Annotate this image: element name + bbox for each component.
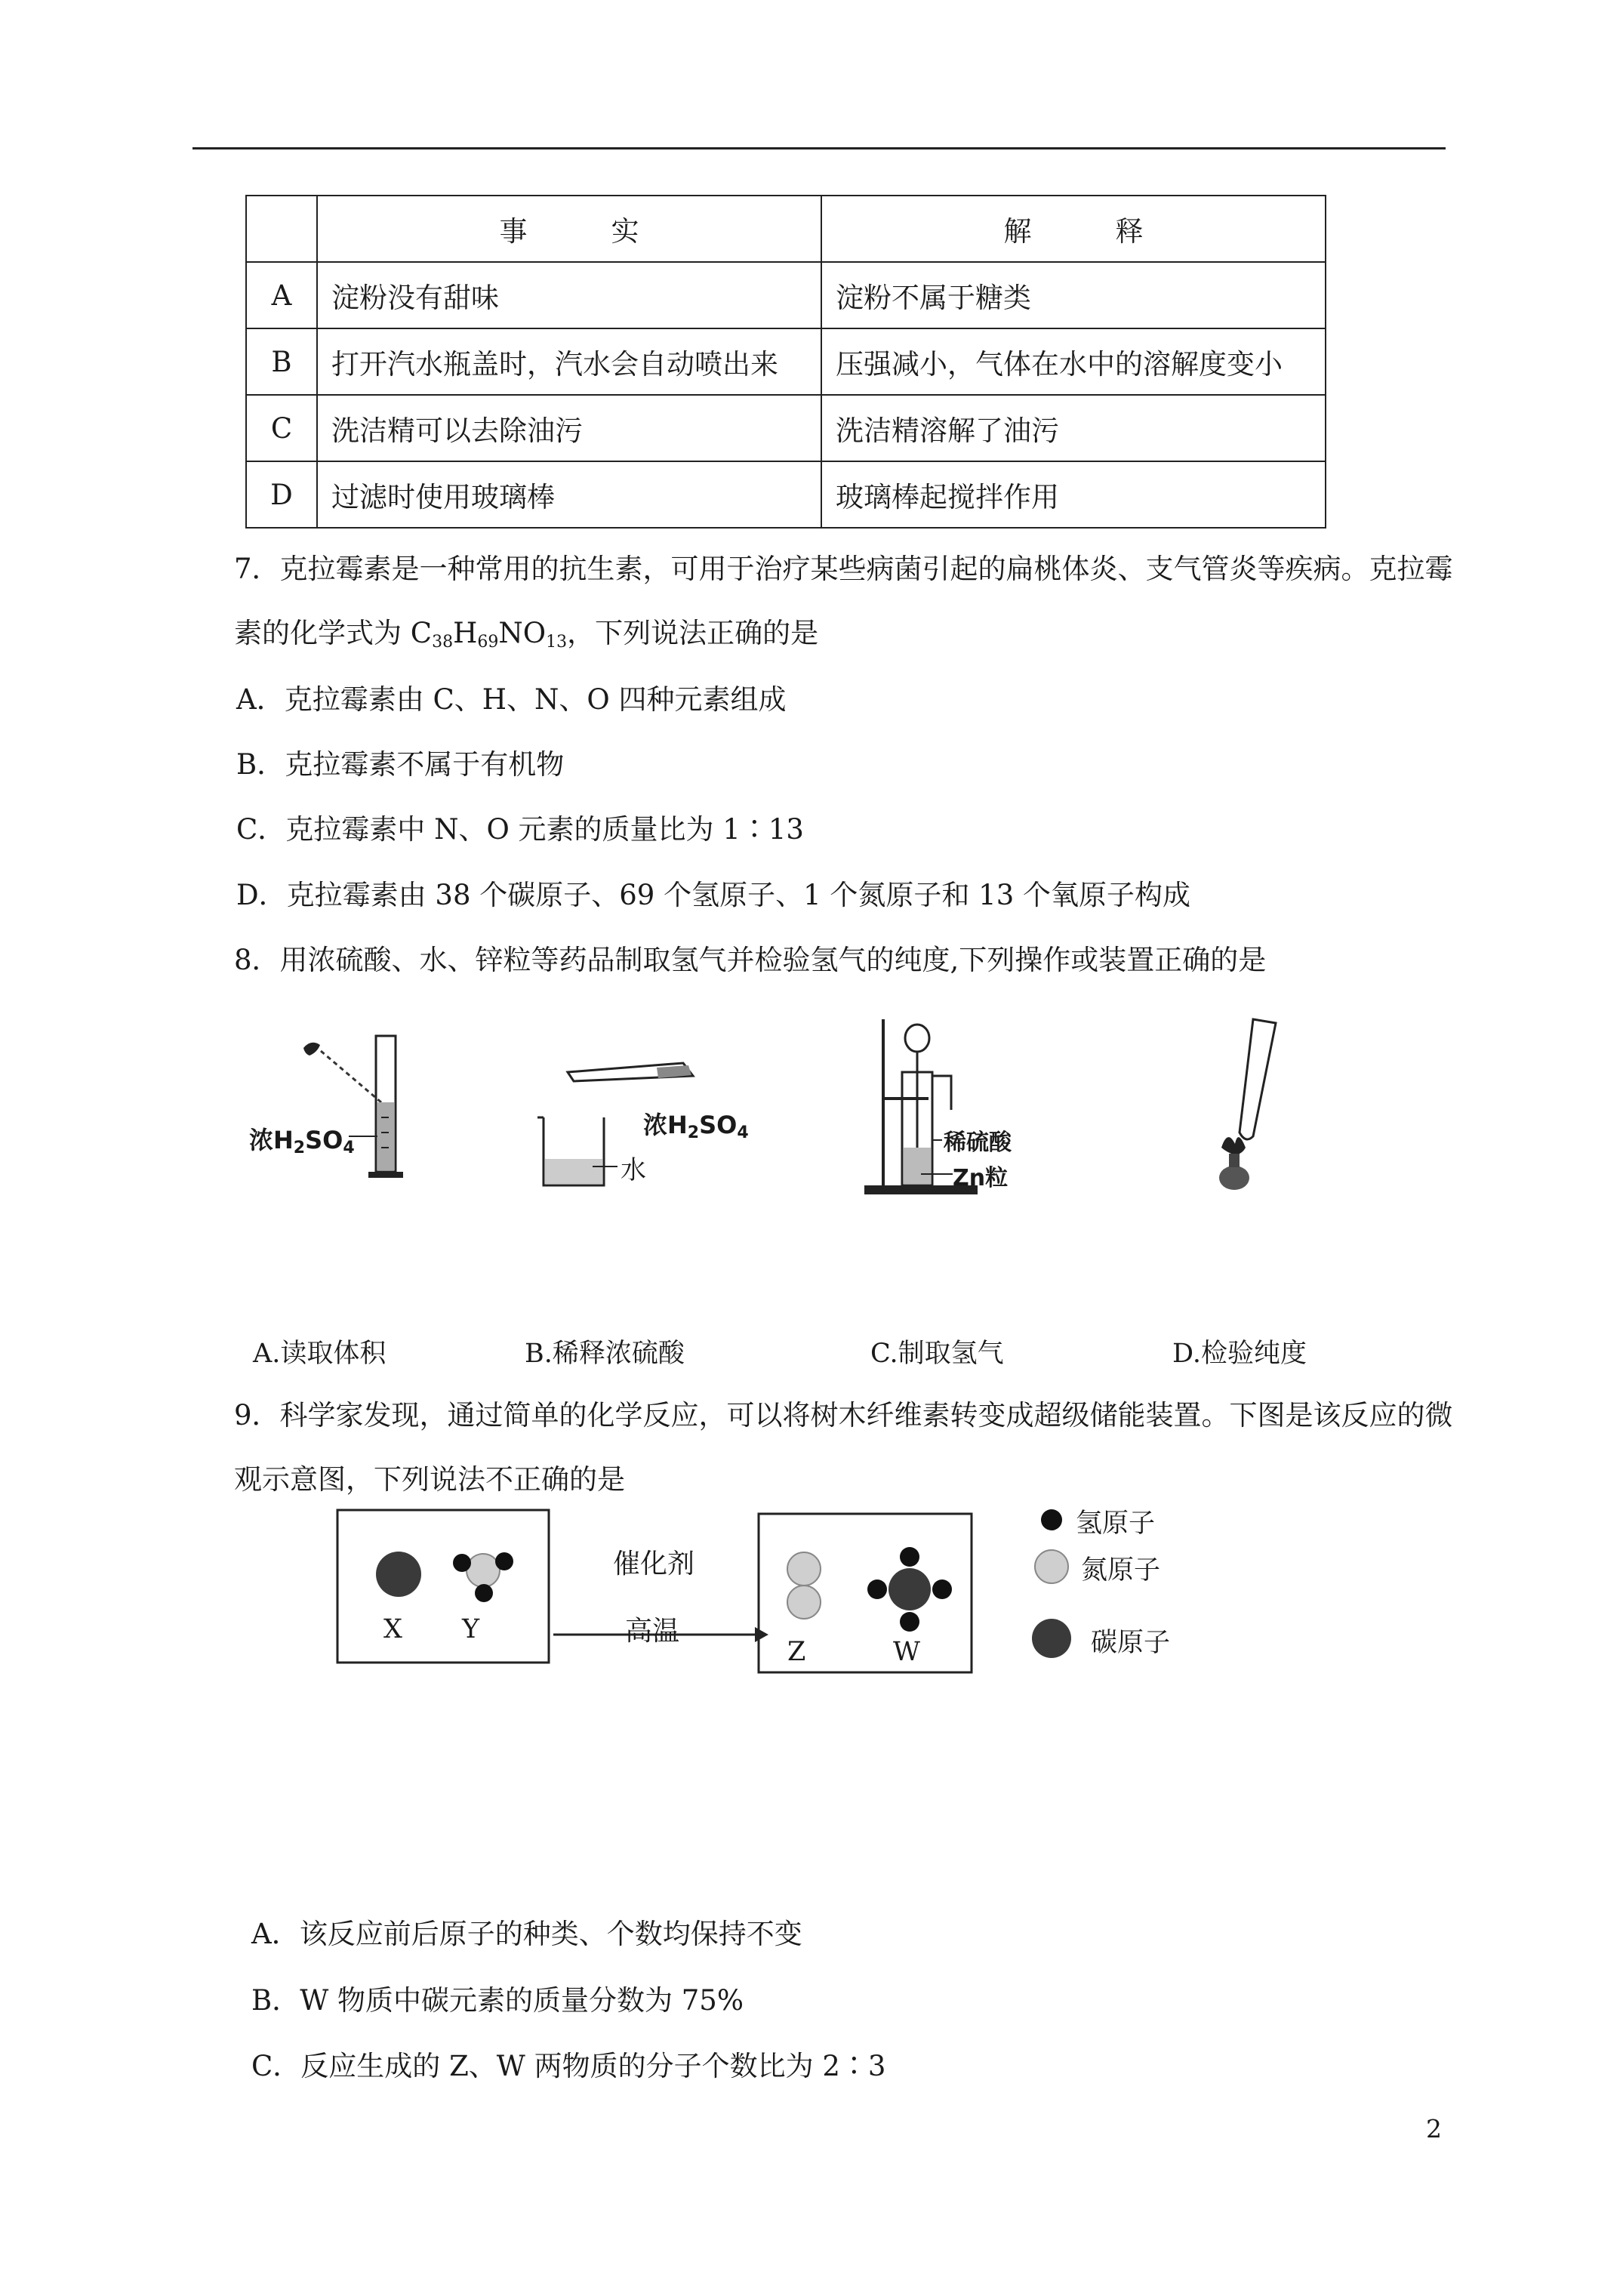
catalyst-label: 催化剂 <box>613 1549 695 1579</box>
q7-stem-line1: 7．克拉霉素是一种常用的抗生素，可用于治疗某些病菌引起的扁桃体炎、支气管炎等疾病。克拉霉 <box>234 553 1453 585</box>
cylinder-liquid <box>377 1102 394 1170</box>
row-explain: 淀粉不属于糖类 <box>821 262 1326 328</box>
molecule-x-label: X <box>383 1614 402 1644</box>
legend-nitrogen-label: 氮原子 <box>1081 1555 1161 1586</box>
table-header-fact: 事 实 <box>317 196 821 262</box>
q8-caption-c: C.制取氢气 <box>870 1339 1004 1369</box>
row-fact: 洗洁精可以去除油污 <box>317 395 821 461</box>
row-explain: 压强减小，气体在水中的溶解度变小 <box>821 328 1326 395</box>
page-number: 2 <box>1426 2114 1442 2143</box>
q9-option-c: C．反应生成的 Z、W 两物质的分子个数比为 2∶3 <box>251 2050 886 2082</box>
fig-b-label: 浓$H_2SO_4$ <box>643 1111 749 1142</box>
row-key: D <box>246 461 317 528</box>
row-fact: 打开汽水瓶盖时，汽水会自动喷出来 <box>317 328 821 395</box>
legend-hydrogen-icon <box>1041 1509 1062 1530</box>
molecule-z-label: Z <box>787 1637 806 1667</box>
hydrogen-atom <box>900 1612 919 1632</box>
legend-hydrogen-label: 氢原子 <box>1076 1509 1156 1539</box>
row-fact: 淀粉没有甜味 <box>317 262 821 328</box>
separatory-funnel <box>905 1025 929 1052</box>
nitrogen-atom-z <box>787 1586 821 1619</box>
flame-icon <box>1221 1137 1246 1154</box>
reaction-diagram <box>337 1509 1071 1672</box>
condition-label: 高温 <box>625 1616 680 1647</box>
legend-carbon-label: 碳原子 <box>1091 1628 1171 1658</box>
alcohol-lamp <box>1219 1166 1249 1190</box>
hydrogen-atom <box>932 1579 952 1599</box>
carbon-atom-x <box>376 1552 421 1597</box>
molecule-w-label: W <box>893 1637 920 1667</box>
table-header-explain: 解 释 <box>821 196 1326 262</box>
q8-caption-a: A.读取体积 <box>253 1339 387 1369</box>
fig-b-water-label: 水 <box>621 1155 646 1185</box>
q8-caption-b: B.稀释浓硫酸 <box>525 1339 685 1369</box>
q7-option-c: C．克拉霉素中 N、O 元素的质量比为 1∶13 <box>236 813 804 846</box>
hydrogen-atom <box>867 1579 887 1599</box>
sight-line <box>321 1051 381 1102</box>
reactants-box <box>337 1510 549 1663</box>
row-explain: 洗洁精溶解了油污 <box>821 395 1326 461</box>
legend-nitrogen-icon <box>1035 1550 1068 1583</box>
row-key: C <box>246 395 317 461</box>
legend-carbon-icon <box>1032 1619 1071 1658</box>
purity-test-figure <box>1219 1019 1276 1190</box>
carbon-atom-w <box>888 1568 931 1610</box>
cylinder-base <box>368 1172 403 1178</box>
row-key: A <box>246 262 317 328</box>
q9-stem-line2: 观示意图，下列说法不正确的是 <box>234 1463 625 1496</box>
fig-c-acid-label: 稀硫酸 <box>944 1130 1012 1156</box>
q7-option-a: A．克拉霉素由 C、H、N、O 四种元素组成 <box>236 683 787 716</box>
hydrogen-atom <box>900 1547 919 1567</box>
molecule-y-label: Y <box>462 1614 480 1644</box>
q7-option-b: B．克拉霉素不属于有机物 <box>236 748 565 781</box>
inverted-test-tube <box>1240 1019 1276 1139</box>
nitrogen-atom-y <box>467 1554 500 1587</box>
hydrogen-atom <box>475 1584 493 1602</box>
q9-option-a: A．该反应前后原子的种类、个数均保持不变 <box>251 1918 802 1950</box>
q9-option-b: B．W 物质中碳元素的质量分数为 75% <box>251 1984 744 2017</box>
q7-option-d: D．克拉霉素由 38 个碳原子、69 个氢原子、1 个氮原子和 13 个氧原子构成 <box>236 879 1191 911</box>
hydrogen-atom <box>453 1554 471 1572</box>
row-fact: 过滤时使用玻璃棒 <box>317 461 821 528</box>
q8-stem: 8．用浓硫酸、水、锌粒等药品制取氢气并检验氢气的纯度,下列操作或装置正确的是 <box>234 944 1267 976</box>
row-explain: 玻璃棒起搅拌作用 <box>821 461 1326 528</box>
nitrogen-atom-z <box>787 1552 821 1586</box>
q7-stem-line2: 素的化学式为 $C_{38}H_{69}NO_{13}$，下列说法正确的是 <box>234 617 819 652</box>
row-key: B <box>246 328 317 395</box>
fig-a-label: 浓$H_2SO_4$ <box>249 1126 355 1157</box>
fig-c-zn-label: Zn粒 <box>953 1165 1009 1191</box>
q8-caption-d: D.检验纯度 <box>1172 1339 1307 1369</box>
eye-icon <box>303 1043 320 1056</box>
hydrogen-atom <box>495 1552 513 1570</box>
q9-stem-line1: 9．科学家发现，通过简单的化学反应，可以将树木纤维素转变成超级储能装置。下图是该反应的微 <box>234 1399 1453 1432</box>
